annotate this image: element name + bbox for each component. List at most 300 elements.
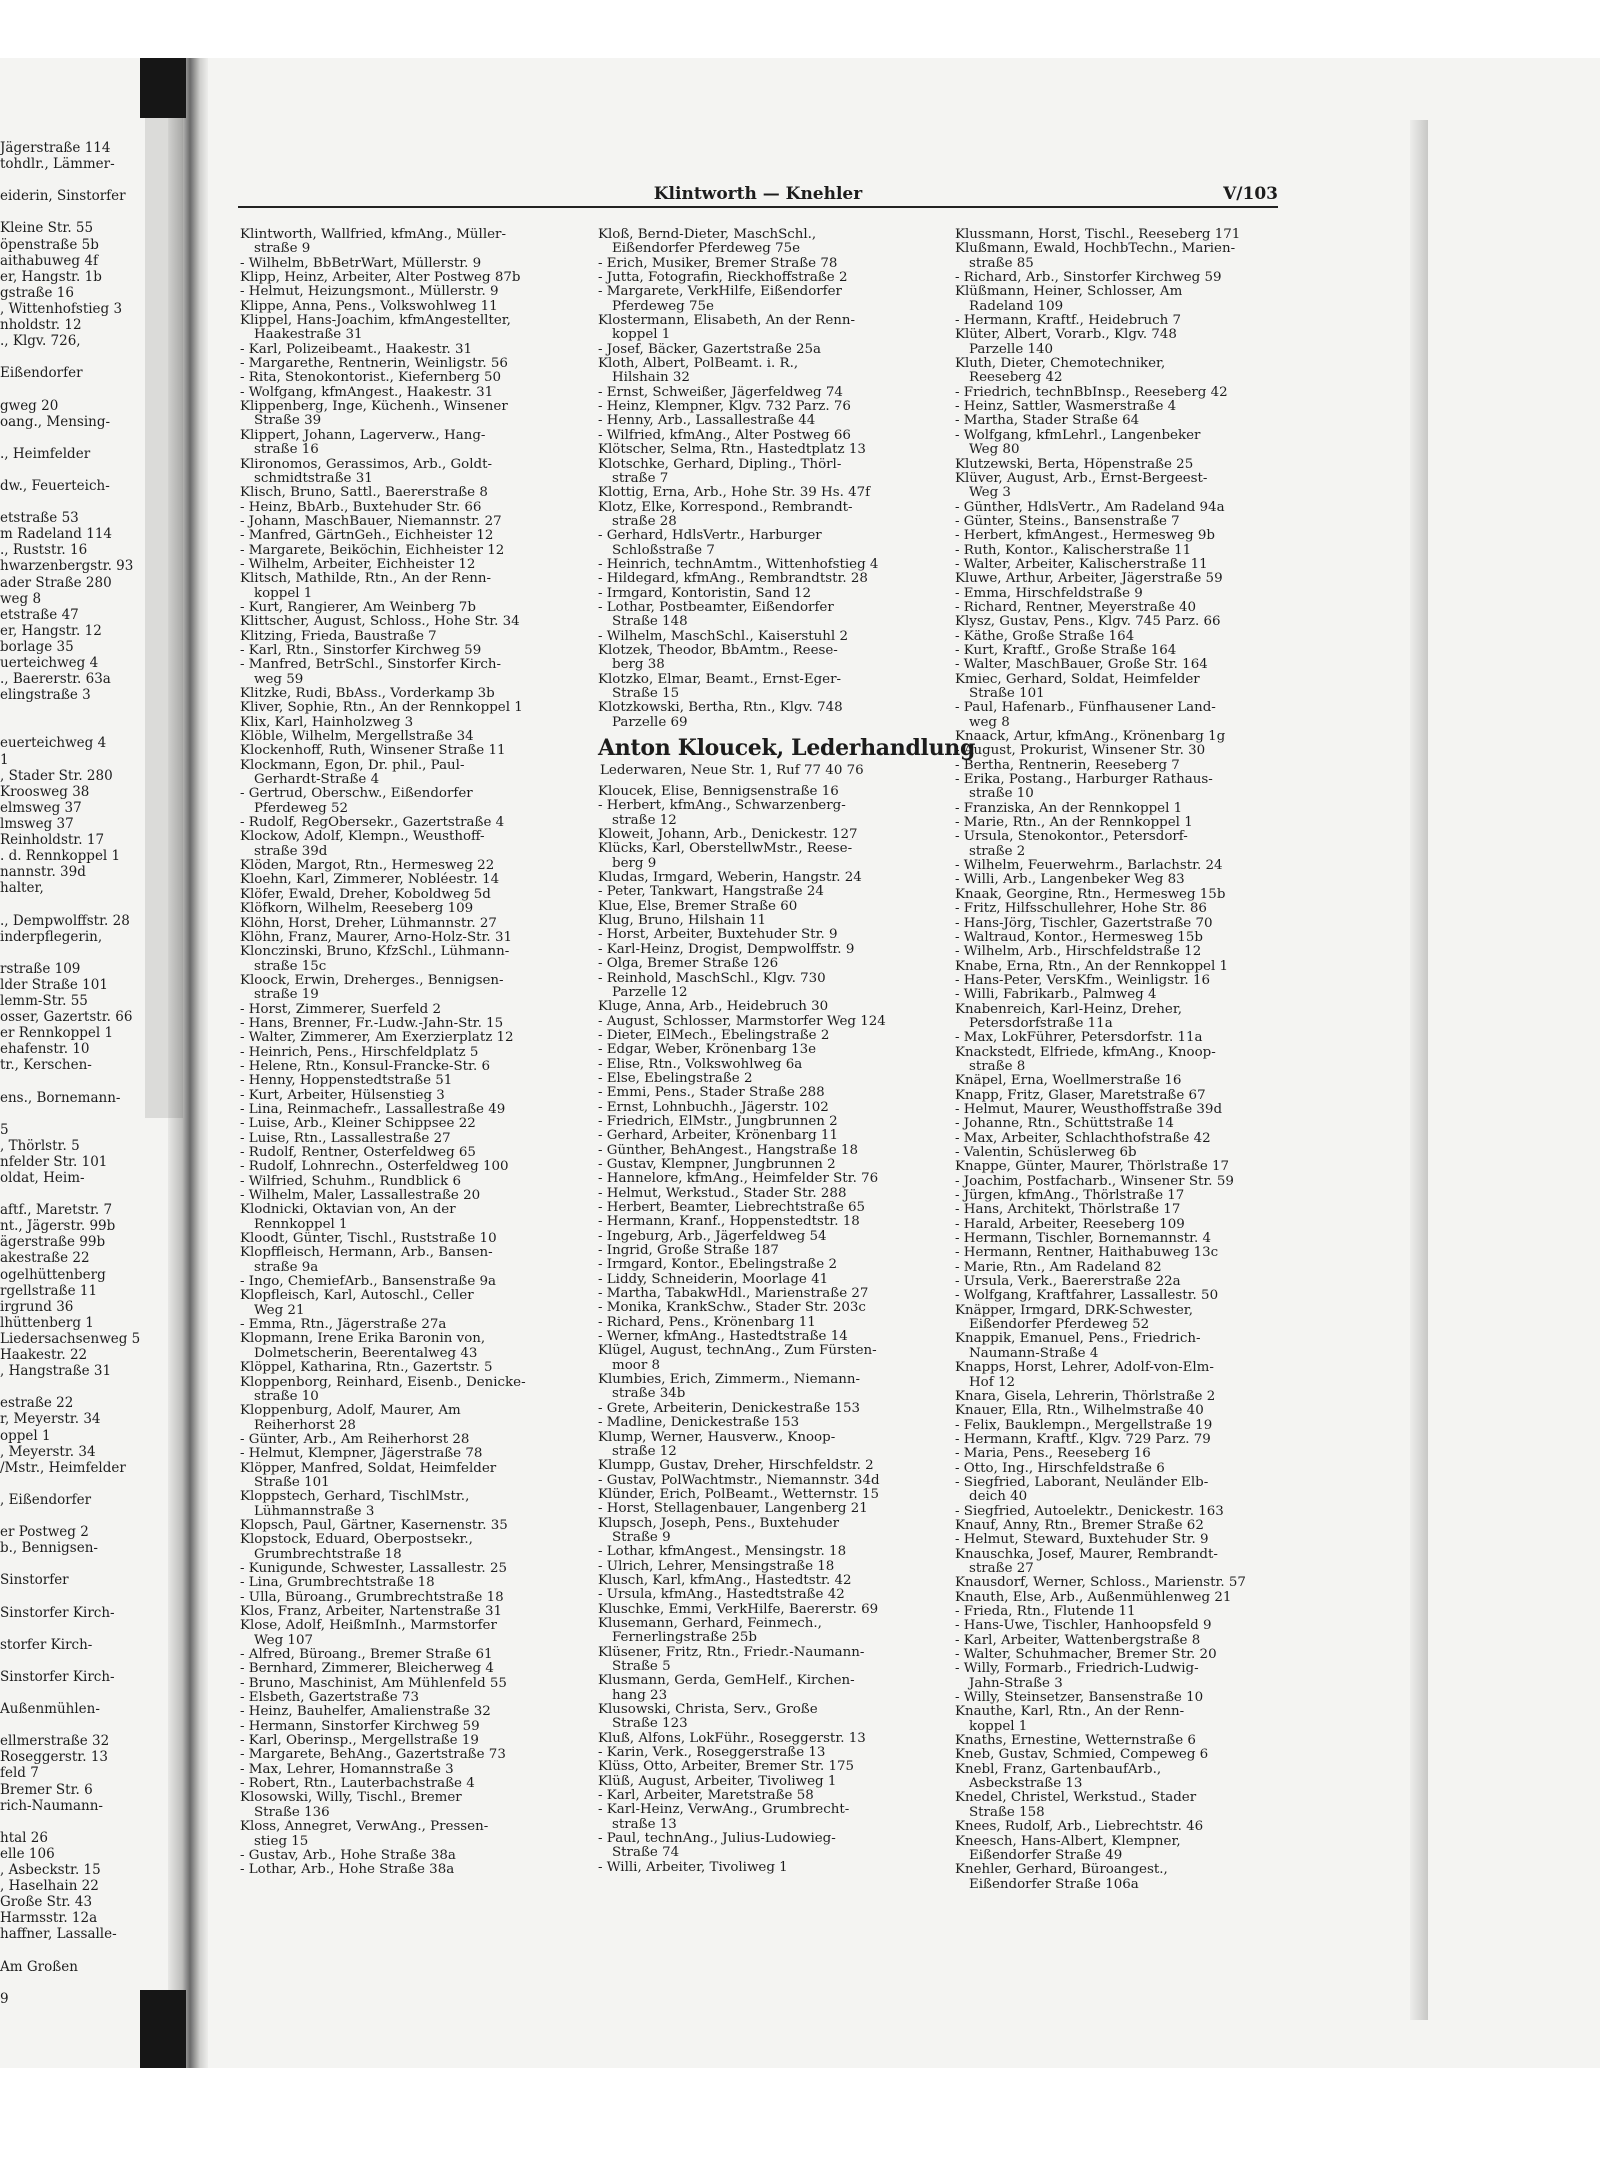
directory-entry-line: - Margarete, VerkHilfe, Eißendorfer	[598, 284, 842, 300]
left-page-line	[0, 1975, 170, 1991]
directory-entry-line: Klump, Werner, Hausverw., Knoop-	[598, 1429, 836, 1445]
directory-entry-line: - Ruth, Kontor., Kalischerstraße 11	[955, 542, 1192, 558]
directory-entry-line: Weg 3	[969, 485, 1011, 501]
directory-entry-line: Knapps, Horst, Lehrer, Adolf-von-Elm-	[955, 1360, 1214, 1376]
directory-entry-line: - Helmut, Steward, Buxtehuder Str. 9	[955, 1532, 1209, 1548]
directory-entry-line: Klopffleisch, Hermann, Arb., Bansen-	[240, 1245, 493, 1261]
left-page-line: m Radeland 114	[0, 526, 113, 543]
directory-entry-line: Klockow, Adolf, Klempn., Weusthoff-	[240, 829, 485, 845]
left-page-line: nholdstr. 12	[0, 317, 82, 334]
directory-entry-line: - Friedrich, technBbInsp., Reeseberg 42	[955, 384, 1228, 400]
directory-entry-line: - Max, LokFührer, Petersdorfstr. 11a	[955, 1030, 1203, 1046]
directory-entry-line: - Lina, Grumbrechtstraße 18	[240, 1575, 435, 1591]
directory-entry-line: Fernerlingstraße 25b	[612, 1630, 757, 1646]
directory-entry-line: straße 7	[612, 470, 669, 486]
left-page-line	[0, 430, 170, 446]
directory-entry-line: Kloß, Bernd-Dieter, MaschSchl.,	[598, 227, 817, 242]
directory-entry-line: Kliver, Sophie, Rtn., An der Rennkoppel 1	[240, 700, 523, 716]
directory-entry-line: Knausdorf, Werner, Schloss., Marienstr. 57	[955, 1575, 1246, 1591]
directory-entry-line: - Max, Arbeiter, Schlachthofstraße 42	[955, 1130, 1211, 1146]
directory-entry-line: Klüß, August, Arbeiter, Tivoliweg 1	[598, 1773, 837, 1789]
business-advertisement	[598, 734, 976, 779]
directory-entry-line: - Gustav, PolWachtmstr., Niemannstr. 34d	[598, 1472, 880, 1488]
directory-entry-line: straße 34b	[612, 1386, 686, 1402]
directory-entry-line: - Paul, Hafenarb., Fünfhausener Land-	[955, 700, 1216, 716]
directory-entry-line: Klüss, Otto, Arbeiter, Bremer Str. 175	[598, 1759, 855, 1775]
left-page-line: ogelhüttenberg	[0, 1266, 106, 1283]
left-page-line	[0, 1717, 170, 1733]
directory-column-3	[955, 228, 1300, 1892]
directory-entry-line: Rennkoppel 1	[254, 1216, 348, 1232]
directory-entry-line: Radeland 109	[969, 298, 1064, 314]
left-page-line	[0, 1621, 170, 1637]
left-page-line: ., Dempwolffstr. 28	[0, 912, 130, 929]
directory-entry-line: - Olga, Bremer Straße 126	[598, 956, 779, 972]
directory-entry-line: - Valentin, Schüslerweg 6b	[955, 1145, 1137, 1160]
left-page-line: ehafenstr. 10	[0, 1041, 90, 1058]
left-page-line	[0, 1508, 170, 1524]
directory-entry-line: - Helmut, Werkstud., Stader Str. 288	[598, 1185, 847, 1201]
left-page-line: rich-Naumann-	[0, 1797, 103, 1814]
directory-entry-line: Straße 9	[612, 1529, 671, 1545]
directory-entry-line: Naumann-Straße 4	[969, 1345, 1099, 1361]
directory-entry-line: koppel 1	[969, 1718, 1028, 1734]
directory-entry-line: - Hans, Architekt, Thörlstraße 17	[955, 1202, 1181, 1218]
left-page-line: er, Hangstr. 12	[0, 622, 102, 639]
directory-entry-line: - Luise, Arb., Kleiner Schippsee 22	[240, 1116, 476, 1132]
directory-entry-line: Klisch, Bruno, Sattl., Baererstraße 8	[240, 485, 488, 501]
left-page-line: estraße 22	[0, 1395, 74, 1412]
left-page-line: ens., Bornemann-	[0, 1089, 121, 1106]
directory-entry-line: - Ingeburg, Arb., Jägerfeldweg 54	[598, 1228, 827, 1244]
directory-entry-line: Klix, Karl, Hainholzweg 3	[240, 714, 414, 730]
directory-entry-line: hang 23	[612, 1687, 668, 1703]
directory-entry-line: - Heinz, Sattler, Wasmerstraße 4	[955, 399, 1177, 415]
directory-entry-line: Klironomos, Gerassimos, Arb., Goldt-	[240, 456, 492, 472]
directory-entry-line: Knebl, Franz, GartenbaufArb.,	[955, 1761, 1162, 1777]
directory-entry-line: - Wilhelm, Arbeiter, Eichheister 12	[240, 556, 476, 572]
left-page-line: oang., Mensing-	[0, 413, 111, 430]
directory-entry-line: deich 40	[969, 1489, 1028, 1505]
directory-entry-line: - Heinz, BbArb., Buxtehuder Str. 66	[240, 499, 482, 515]
directory-entry-line: - Willy, Steinsetzer, Bansenstraße 10	[955, 1690, 1204, 1706]
directory-column-2	[598, 227, 976, 1875]
left-page-line: htal 26	[0, 1829, 48, 1846]
left-page-line: er Rennkoppel 1	[0, 1025, 114, 1042]
left-page-line: ellmerstraße 32	[0, 1733, 110, 1750]
left-page-line: feld 7	[0, 1765, 39, 1782]
directory-entry-line: - Ursula, kfmAng., Hastedtstraße 42	[598, 1587, 845, 1603]
directory-entry-line: - Helmut, Maurer, Weusthoffstraße 39d	[955, 1101, 1223, 1117]
left-page-line: , Meyerstr. 34	[0, 1443, 96, 1460]
directory-entry-line: - Siegfried, Laborant, Neuländer Elb-	[955, 1474, 1209, 1490]
directory-entry-line: straße 85	[969, 255, 1034, 271]
directory-entry-line: - Gustav, Klempner, Jungbrunnen 2	[598, 1156, 836, 1172]
directory-entry-line: - Hans-Peter, VersKfm., Weinligstr. 16	[955, 972, 1210, 988]
left-page-line: gweg 20	[0, 397, 59, 414]
directory-entry-line: straße 27	[969, 1560, 1034, 1576]
left-page-line: Jägerstraße 114	[0, 140, 111, 156]
left-page-line	[0, 381, 170, 397]
directory-entry-line: Knaack, Artur, kfmAng., Krönenbarg 1g	[955, 729, 1226, 745]
directory-entry-line: Straße 158	[969, 1804, 1045, 1820]
directory-entry-line: Klug, Bruno, Hilshain 11	[598, 913, 766, 929]
directory-entry-line: - Wilhelm, BbBetrWart, Müllerstr. 9	[240, 255, 482, 271]
directory-entry-line: Dolmetscherin, Beerentalweg 43	[254, 1345, 478, 1361]
directory-entry-line: Kloock, Erwin, Dreherges., Bennigsen-	[240, 972, 504, 988]
directory-entry-line: - Paul, technAng., Julius-Ludowieg-	[598, 1831, 836, 1847]
directory-entry-line: - Wilfried, Schuhm., Rundblick 6	[240, 1173, 461, 1189]
directory-entry-line: - Walter, Schuhmacher, Bremer Str. 20	[955, 1647, 1217, 1663]
directory-entry-line: Weg 21	[254, 1302, 305, 1318]
directory-entry-line: - Bertha, Rentnerin, Reeseberg 7	[955, 757, 1180, 773]
directory-entry-line: - Horst, Stellagenbauer, Langenberg 21	[598, 1501, 868, 1517]
directory-entry-line: Jahn-Straße 3	[969, 1675, 1063, 1691]
directory-entry-line: Klippe, Anna, Pens., Volkswohlweg 11	[240, 298, 498, 314]
directory-entry-line: Klötscher, Selma, Rtn., Hastedtplatz 13	[598, 442, 866, 458]
directory-entry-line: weg 8	[969, 714, 1010, 730]
left-page-line: nannstr. 39d	[0, 864, 86, 881]
directory-entry-line: - Jürgen, kfmAng., Thörlstraße 17	[955, 1188, 1185, 1204]
directory-entry-line: - Wolfgang, Kraftfahrer, Lassallestr. 50	[955, 1288, 1219, 1304]
directory-entry-line: - Kurt, Kraftf., Große Straße 164	[955, 642, 1177, 658]
directory-entry-line: Klöfkorn, Wilhelm, Reeseberg 109	[240, 901, 474, 917]
left-page-line	[0, 1685, 170, 1701]
directory-entry-line: - Hans-Jörg, Tischler, Gazertstraße 70	[955, 915, 1213, 931]
directory-entry-line: - Monika, KrankSchw., Stader Str. 203c	[598, 1300, 866, 1316]
directory-entry-line: - Otto, Ing., Hirschfeldstraße 6	[955, 1460, 1165, 1476]
directory-entry-line: - Helmut, Klempner, Jägerstraße 78	[240, 1446, 483, 1462]
directory-entry-line: - Harald, Arbeiter, Reeseberg 109	[955, 1216, 1185, 1232]
directory-entry-line: Grumbrechtstraße 18	[254, 1546, 402, 1562]
directory-entry-line: Weg 80	[969, 442, 1020, 458]
directory-entry-line: - Günter, Steins., Bansenstraße 7	[955, 513, 1180, 529]
directory-entry-line: berg 38	[612, 657, 665, 673]
left-page-line: , Wittenhofstieg 3	[0, 300, 123, 317]
directory-entry-line: - Erich, Musiker, Bremer Straße 78	[598, 255, 838, 271]
directory-entry-line: - Ingo, ChemiefArb., Bansenstraße 9a	[240, 1274, 497, 1290]
directory-entry-line: - Dieter, ElMech., Ebelingstraße 2	[598, 1027, 830, 1043]
left-page-line	[0, 896, 170, 912]
directory-entry-line: - Herbert, kfmAng., Schwarzenberg-	[598, 798, 846, 814]
page-right-edge-shadow	[1410, 120, 1428, 2020]
directory-entry-line: Kludas, Irmgard, Weberin, Hangstr. 24	[598, 870, 862, 886]
left-page-line	[0, 172, 170, 188]
directory-entry-line: Klitzing, Frieda, Baustraße 7	[240, 628, 437, 644]
directory-entry-line: koppel 1	[254, 585, 313, 601]
directory-entry-line: Knaak, Georgine, Rtn., Hermesweg 15b	[955, 886, 1226, 902]
directory-entry-line: - Edgar, Weber, Krönenbarg 13e	[598, 1042, 817, 1058]
directory-entry-line: - Else, Ebelingstraße 2	[598, 1070, 753, 1086]
directory-entry-line: - Walter, Zimmerer, Am Exerzierplatz 12	[240, 1030, 514, 1046]
directory-entry-line: Klysz, Gustav, Pens., Klgv. 745 Parz. 66	[955, 614, 1221, 630]
left-page-line: lder Straße 101	[0, 976, 108, 993]
directory-entry-line: Knabe, Erna, Rtn., An der Rennkoppel 1	[955, 958, 1229, 974]
directory-entry-line: - Frieda, Rtn., Flutende 11	[955, 1604, 1136, 1619]
directory-entry-line: berg 9	[612, 855, 657, 871]
left-page-line	[0, 1556, 170, 1572]
directory-entry-line: Klippert, Johann, Lagerverw., Hang-	[240, 427, 486, 443]
directory-entry-line: - Richard, Rentner, Meyerstraße 40	[955, 599, 1197, 615]
left-page-line: Liedersachsenweg 5	[0, 1330, 141, 1347]
directory-entry-line: - August, Schlosser, Marmstorfer Weg 124	[598, 1013, 886, 1029]
directory-entry-line: - Walter, Arbeiter, Kalischerstraße 11	[955, 556, 1208, 572]
directory-entry-line: Pferdeweg 52	[254, 800, 349, 816]
left-page-line: rstraße 109	[0, 960, 81, 977]
directory-entry-line: - Bernhard, Zimmerer, Bleicherweg 4	[240, 1661, 494, 1677]
left-page-line	[0, 494, 170, 510]
left-page-line: Reinholdstr. 17	[0, 832, 105, 849]
directory-entry-line: Klotschke, Gerhard, Dipling., Thörl-	[598, 456, 842, 472]
directory-entry-line: Klüter, Albert, Vorarb., Klgv. 748	[955, 327, 1177, 343]
directory-entry-line: Kloehn, Karl, Zimmerer, Nobléestr. 14	[240, 872, 500, 888]
directory-entry-line: - Alfred, Büroang., Bremer Straße 61	[240, 1647, 493, 1663]
directory-entry-line: Kloodt, Günter, Tischl., Ruststraße 10	[240, 1231, 497, 1247]
left-page-line	[0, 1476, 170, 1492]
directory-entry-line: - Helene, Rtn., Konsul-Francke-Str. 6	[240, 1058, 491, 1074]
directory-entry-line: - Lothar, kfmAngest., Mensingstr. 18	[598, 1544, 847, 1560]
directory-entry-line: Klose, Adolf, HeißmInh., Marmstorfer	[240, 1618, 497, 1634]
directory-entry-line: Klitzke, Rudi, BbAss., Vorderkamp 3b	[240, 686, 495, 701]
page-header-title: Klintworth — Knehler	[653, 184, 863, 204]
directory-entry-line: Reiherhorst 28	[254, 1417, 356, 1433]
directory-entry-line: - Ulrich, Lehrer, Mensingstraße 18	[598, 1558, 835, 1574]
directory-entry-line: Kloweit, Johann, Arb., Denickestr. 127	[598, 827, 858, 843]
directory-entry-line: schmidtstraße 31	[254, 470, 373, 486]
directory-entry-line: Klüver, August, Arb., Ernst-Bergeest-	[955, 470, 1208, 486]
directory-entry-line: - Elise, Rtn., Volkswohlweg 6a	[598, 1056, 803, 1072]
directory-entry-line: Klöhn, Franz, Maurer, Arno-Holz-Str. 31	[240, 929, 512, 945]
directory-entry-line: - Werner, kfmAng., Hastedtstraße 14	[598, 1329, 848, 1345]
directory-entry-line: - Maria, Pens., Reeseberg 16	[955, 1446, 1151, 1462]
left-page-line: lmsweg 37	[0, 815, 74, 832]
left-page-line: ägerstraße 99b	[0, 1234, 106, 1251]
directory-entry-line: Lühmannstraße 3	[254, 1503, 375, 1519]
directory-entry-line: Kloppenburg, Adolf, Maurer, Am	[240, 1403, 461, 1419]
left-page-line: uerteichweg 4	[0, 655, 99, 671]
directory-entry-line: Knappe, Günter, Maurer, Thörlstraße 17	[955, 1159, 1230, 1175]
directory-entry-line: straße 12	[612, 1443, 677, 1459]
page-header	[238, 180, 1278, 208]
directory-entry-line: - Manfred, BetrSchl., Sinstorfer Kirch-	[240, 657, 502, 673]
left-page-line: , Asbeckstr. 15	[0, 1862, 101, 1879]
directory-column-1	[240, 228, 585, 1878]
directory-entry-line: - Günther, HdlsVertr., Am Radeland 94a	[955, 499, 1225, 515]
directory-entry-line: - Ursula, Stenokontor., Petersdorf-	[955, 829, 1188, 845]
directory-entry-line: Hof 12	[969, 1374, 1015, 1390]
directory-entry-line: - Heinrich, Pens., Hirschfeldplatz 5	[240, 1044, 479, 1060]
directory-entry-line: - Käthe, Große Straße 164	[955, 628, 1135, 644]
left-page-line: ader Straße 280	[0, 574, 112, 591]
directory-entry-line: - Martha, Stader Straße 64	[955, 413, 1140, 429]
directory-entry-line: Knackstedt, Elfriede, kfmAng., Knoop-	[955, 1044, 1216, 1060]
directory-entry-line: - Gustav, Arb., Hohe Straße 38a	[240, 1847, 456, 1863]
directory-entry-line: - Joachim, Postfacharb., Winsener Str. 59	[955, 1173, 1234, 1189]
directory-entry-line: - Gertrud, Oberschw., Eißendorfer	[240, 786, 473, 802]
advertisement-title: Anton Kloucek, Lederhandlung	[598, 735, 976, 762]
directory-entry-line: Hilshain 32	[612, 370, 690, 386]
left-page-line: etstraße 47	[0, 606, 79, 623]
directory-entry-line: - Josef, Bäcker, Gazertstraße 25a	[598, 341, 822, 357]
left-page-line: weg 8	[0, 590, 42, 607]
left-page-line: Eißendorfer	[0, 365, 83, 382]
directory-entry-line: Straße 101	[969, 686, 1045, 701]
directory-entry-line: - Franziska, An der Rennkoppel 1	[955, 800, 1183, 816]
directory-entry-line: - Karl-Heinz, Drogist, Dempwolffstr. 9	[598, 941, 855, 957]
directory-entry-line: - Rudolf, RegObersekr., Gazertstraße 4	[240, 815, 505, 831]
left-page-line: tohdlr., Lämmer-	[0, 156, 115, 173]
directory-entry-line: Knauthe, Karl, Rtn., An der Renn-	[955, 1704, 1185, 1720]
left-page-line	[0, 1943, 170, 1959]
left-page-line: Bremer Str. 6	[0, 1781, 93, 1798]
left-page-line	[0, 945, 170, 961]
directory-entry-line: Eißendorfer Straße 106a	[969, 1876, 1139, 1892]
directory-entry-line: - Hermann, Kraftf., Heidebruch 7	[955, 313, 1182, 329]
directory-entry-line: Knauer, Ella, Rtn., Wilhelmstraße 40	[955, 1403, 1204, 1419]
directory-entry-line: Klippenberg, Inge, Küchenh., Winsener	[240, 399, 508, 415]
directory-entry-line: - Bruno, Maschinist, Am Mühlenfeld 55	[240, 1675, 507, 1691]
directory-entry-line: Kluth, Dieter, Chemotechniker,	[955, 356, 1166, 372]
directory-entry-line: straße 10	[969, 786, 1034, 802]
directory-entry-line: Asbeckstraße 13	[969, 1776, 1083, 1792]
directory-entry-line: straße 16	[254, 442, 319, 458]
directory-entry-line: Kluwe, Arthur, Arbeiter, Jägerstraße 59	[955, 571, 1223, 587]
directory-entry-line: - Elsbeth, Gazertstraße 73	[240, 1690, 419, 1706]
directory-entry-line: - Horst, Arbeiter, Buxtehuder Str. 9	[598, 927, 838, 943]
directory-entry-line: - Irmgard, Kontoristin, Sand 12	[598, 585, 811, 601]
directory-entry-line: Klockmann, Egon, Dr. phil., Paul-	[240, 757, 465, 773]
directory-entry-line: Kloppenborg, Reinhard, Eisenb., Denicke-	[240, 1374, 526, 1390]
left-page-line: aithabuweg 4f	[0, 252, 98, 269]
directory-entry-line: Klotz, Elke, Korrespond., Rembrandt-	[598, 499, 853, 515]
directory-entry-line: Straße 101	[254, 1474, 330, 1490]
directory-entry-line: moor 8	[612, 1357, 660, 1373]
directory-entry-line: Knabenreich, Karl-Heinz, Dreher,	[955, 1001, 1183, 1017]
directory-entry-line: - Hildegard, kfmAng., Rembrandtstr. 28	[598, 571, 868, 587]
directory-entry-line: - Manfred, GärtnGeh., Eichheister 12	[240, 528, 494, 544]
directory-entry-line: Klüßmann, Heiner, Schlosser, Am	[955, 284, 1183, 300]
left-page-line	[0, 1106, 170, 1122]
directory-entry-line: Klüsener, Fritz, Rtn., Friedr.-Naumann-	[598, 1644, 865, 1660]
directory-column-2-bottom	[598, 785, 943, 1875]
directory-entry-line: Knauschka, Josef, Maurer, Rembrandt-	[955, 1546, 1218, 1562]
directory-entry-line: - Margarete, Beiköchin, Eichheister 12	[240, 542, 505, 558]
left-page-line: akestraße 22	[0, 1250, 90, 1267]
directory-entry-line: - Karl, Oberinsp., Mergellstraße 19	[240, 1733, 479, 1749]
left-page-line: , Haselhain 22	[0, 1878, 99, 1895]
left-page-line: oldat, Heim-	[0, 1170, 85, 1186]
directory-entry-line: - Karl-Heinz, VerwAng., Grumbrecht-	[598, 1802, 850, 1818]
left-page-line: lemm-Str. 55	[0, 992, 88, 1009]
directory-entry-line: - Heinz, Klempner, Klgv. 732 Parz. 76	[598, 399, 851, 415]
left-page-line: Am Großen	[0, 1958, 78, 1975]
directory-entry-line: Kloucek, Elise, Bennigsenstraße 16	[598, 784, 839, 800]
directory-entry-line: - Hans-Uwe, Tischler, Hanhoopsfeld 9	[955, 1618, 1212, 1634]
directory-entry-line: - Kunigunde, Schwester, Lassallestr. 25	[240, 1560, 507, 1576]
directory-entry-line: Klotzek, Theodor, BbAmtm., Reese-	[598, 642, 838, 658]
directory-entry-line: stieg 15	[254, 1833, 309, 1849]
directory-entry-line: Klöden, Margot, Rtn., Hermesweg 22	[240, 858, 495, 874]
left-page-line: . d. Rennkoppel 1	[0, 848, 121, 865]
directory-entry-line: Reeseberg 42	[969, 370, 1063, 386]
left-page-line: Außenmühlen-	[0, 1701, 100, 1718]
left-page-line: halter,	[0, 880, 44, 897]
directory-entry-line: Haakestraße 31	[254, 327, 363, 343]
directory-entry-line: Klöppel, Katharina, Rtn., Gazertstr. 5	[240, 1360, 493, 1376]
left-page-line: nfelder Str. 101	[0, 1153, 108, 1170]
left-page-line: osser, Gazertstr. 66	[0, 1009, 133, 1026]
directory-entry-line: Klippel, Hans-Joachim, kfmAngestellter,	[240, 313, 511, 329]
left-page-line: öpenstraße 5b	[0, 236, 99, 253]
directory-entry-line: Kloth, Albert, PolBeamt. i. R.,	[598, 356, 799, 372]
left-page-line: , Stader Str. 280	[0, 767, 113, 784]
directory-entry-line: - Hans, Brenner, Fr.-Ludw.-Jahn-Str. 15	[240, 1015, 504, 1031]
left-page-line: Kroosweg 38	[0, 783, 90, 800]
directory-entry-line: Kneesch, Hans-Albert, Klempner,	[955, 1833, 1181, 1849]
directory-entry-line: - Karl, Arbeiter, Wattenbergstraße 8	[955, 1632, 1201, 1648]
directory-entry-line: Klücks, Karl, OberstellwMstr., Reese-	[598, 841, 853, 857]
left-page-line: Sinstorfer Kirch-	[0, 1604, 115, 1621]
left-page-line: aftf., Maretstr. 7	[0, 1202, 113, 1219]
directory-entry-line: - Siegfried, Autoelektr., Denickestr. 163	[955, 1503, 1224, 1519]
directory-entry-line: Klopsch, Paul, Gärtner, Kasernenstr. 35	[240, 1517, 508, 1533]
left-page-line: elingstraße 3	[0, 687, 91, 704]
left-page-line: , Hangstraße 31	[0, 1363, 112, 1380]
directory-entry-line: Kneb, Gustav, Schmied, Compeweg 6	[955, 1747, 1209, 1763]
directory-entry-line: straße 19	[254, 987, 319, 1003]
left-page-fragment	[0, 140, 170, 2007]
directory-entry-line: Klintworth, Wallfried, kfmAng., Müller-	[240, 227, 506, 242]
directory-entry-line: Kluge, Anna, Arb., Heidebruch 30	[598, 999, 829, 1015]
directory-entry-line: Klünder, Erich, PolBeamt., Wetternstr. 15	[598, 1486, 880, 1502]
left-page-line: nt., Jägerstr. 99b	[0, 1218, 116, 1235]
directory-entry-line: Klostermann, Elisabeth, An der Renn-	[598, 313, 856, 329]
left-page-line: borlage 35	[0, 638, 74, 655]
directory-entry-line: Klotzko, Elmar, Beamt., Ernst-Eger-	[598, 671, 842, 687]
directory-entry-line: Klöble, Wilhelm, Mergellstraße 34	[240, 729, 474, 745]
directory-entry-line: Klonczinski, Bruno, KfzSchl., Lühmann-	[240, 944, 510, 960]
directory-entry-line: - Margarethe, Rentnerin, Weinligstr. 56	[240, 356, 508, 372]
directory-entry-line: - Karl, Polizeibeamt., Haakestr. 31	[240, 341, 473, 357]
directory-entry-line: - Waltraud, Kontor., Hermesweg 15b	[955, 929, 1203, 945]
directory-entry-line: - Marie, Rtn., Am Radeland 82	[955, 1259, 1162, 1275]
directory-entry-line: Kluß, Alfons, LokFühr., Roseggerstr. 13	[598, 1730, 866, 1746]
left-page-line: eiderin, Sinstorfer	[0, 188, 126, 205]
directory-entry-line: - Jutta, Fotografin, Rieckhoffstraße 2	[598, 270, 848, 286]
directory-entry-line: - Wolfgang, kfmAngest., Haakestr. 31	[240, 384, 494, 400]
directory-entry-line: - Willi, Arb., Langenbeker Weg 83	[955, 872, 1185, 888]
directory-entry-line: - Heinz, Bauhelfer, Amalienstraße 32	[240, 1704, 491, 1720]
directory-entry-line: straße 28	[612, 513, 677, 529]
directory-entry-line: - Emma, Hirschfeldstraße 9	[955, 585, 1143, 601]
directory-entry-line: straße 8	[969, 1058, 1026, 1074]
directory-column-2-top	[598, 228, 943, 730]
left-page-line: dw., Feuerteich-	[0, 477, 110, 494]
directory-entry-line: - Fritz, Hilfsschullehrer, Hohe Str. 86	[955, 901, 1207, 917]
left-page-line: r, Meyerstr. 34	[0, 1411, 101, 1428]
directory-entry-line: - Ernst, Lohnbuchh., Jägerstr. 102	[598, 1099, 829, 1115]
directory-entry-line: Petersdorfstraße 11a	[969, 1015, 1113, 1031]
directory-entry-line: Knaths, Ernestine, Wetternstraße 6	[955, 1733, 1196, 1749]
directory-entry-line: Knauth, Else, Arb., Außenmühlenweg 21	[955, 1589, 1232, 1605]
directory-entry-line: Klügel, August, technAng., Zum Fürsten-	[598, 1343, 877, 1359]
directory-entry-line: - Robert, Rtn., Lauterbachstraße 4	[240, 1776, 475, 1792]
directory-entry-line: - Walter, MaschBauer, Große Str. 164	[955, 657, 1208, 673]
directory-entry-line: - Ernst, Schweißer, Jägerfeldweg 74	[598, 384, 843, 400]
directory-entry-line: Klöhn, Horst, Dreher, Lühmannstr. 27	[240, 915, 497, 931]
left-page-line: 5	[0, 1121, 9, 1138]
left-page-line	[0, 1186, 170, 1202]
